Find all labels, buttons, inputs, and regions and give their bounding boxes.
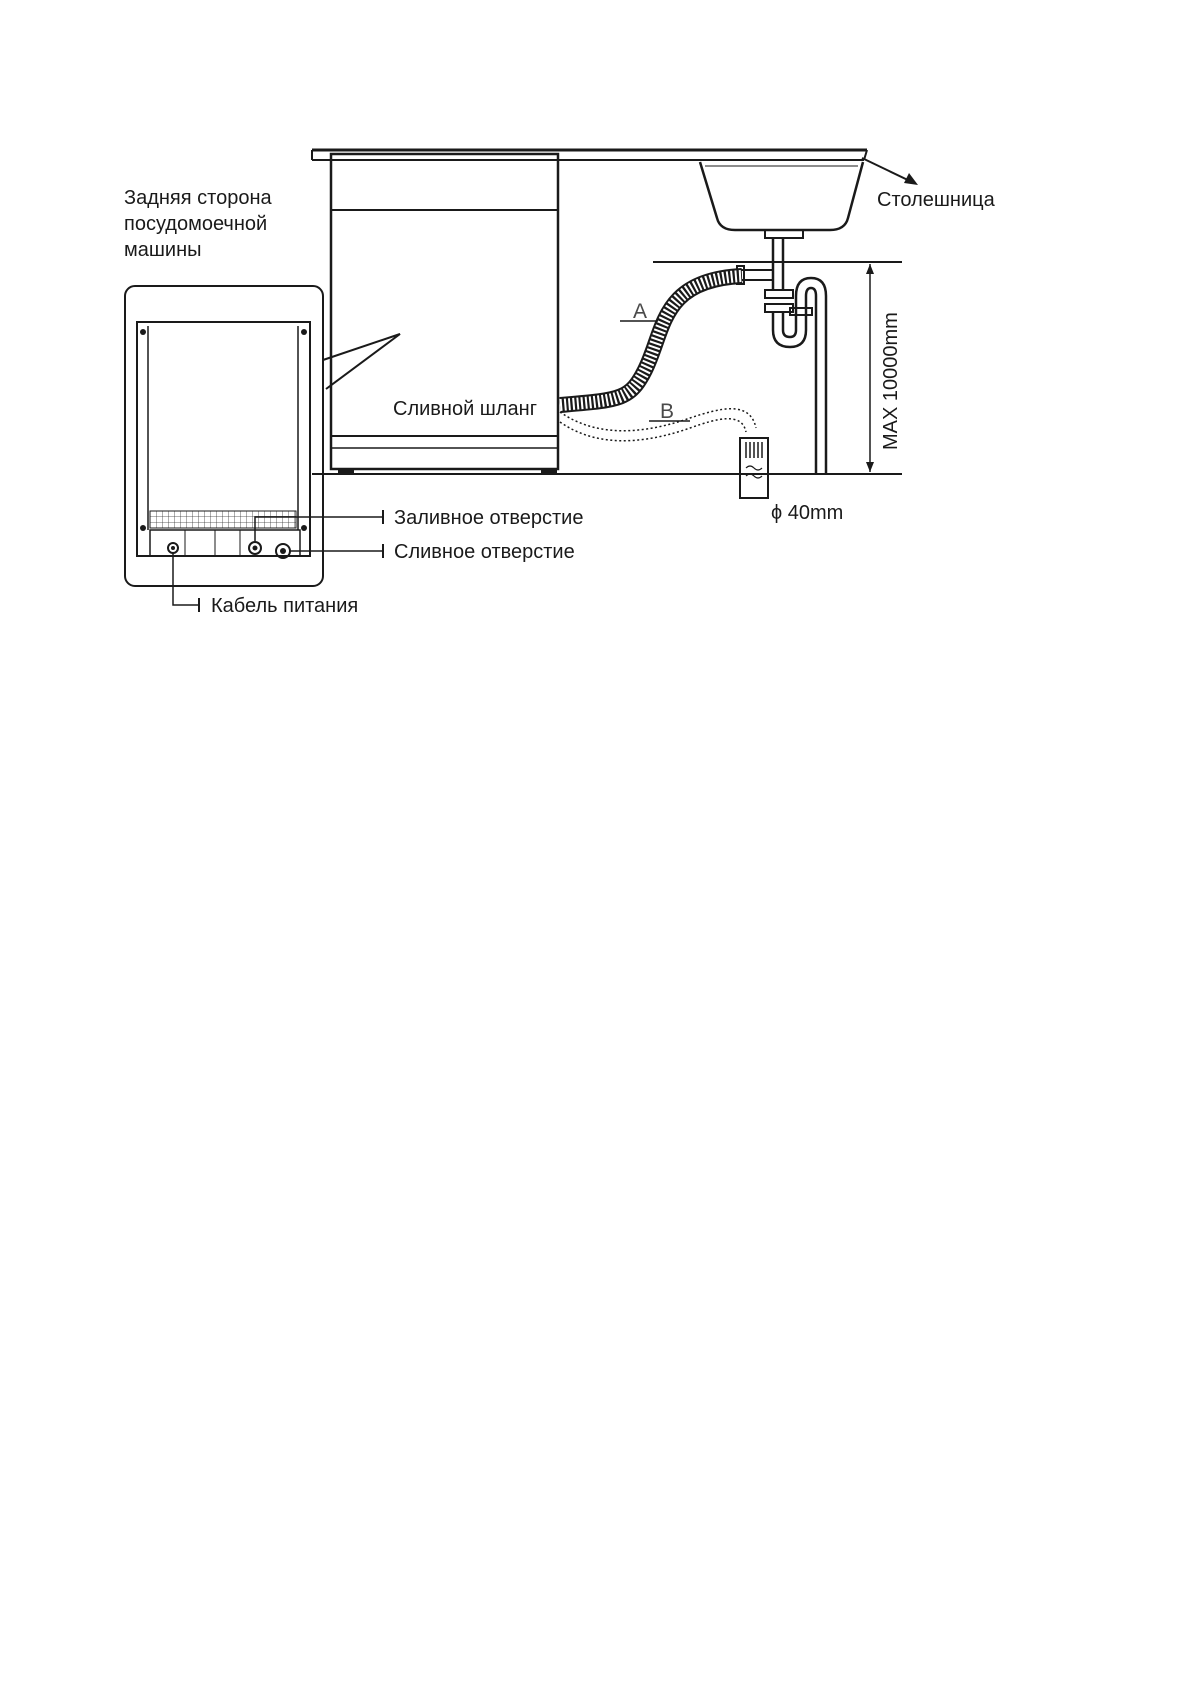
drain-hose-a <box>560 276 742 405</box>
back-mesh-grille <box>150 511 296 528</box>
pipe-diameter-label: ϕ 40mm <box>771 502 844 524</box>
hose-b-label: B <box>660 400 675 423</box>
back-side-label-line-2: посудомоечной <box>124 213 268 235</box>
hose-a-label: A <box>633 300 648 323</box>
power-cable-leader <box>173 553 199 612</box>
back-side-label <box>124 187 277 261</box>
sink-bowl <box>700 162 863 238</box>
outlet-label: Сливное отверстие <box>394 541 575 563</box>
inlet-label: Заливное отверстие <box>394 507 584 529</box>
max-height-dimension <box>862 262 878 472</box>
max-height-label: MAX 10000mm <box>880 312 902 450</box>
power-cable-label: Кабель питания <box>211 595 359 617</box>
standpipe <box>740 438 768 498</box>
sink-siphon <box>737 238 826 475</box>
countertop-label: Столешница <box>877 189 995 211</box>
drain-hose-b <box>560 409 756 441</box>
back-side-label-line-3: машины <box>124 239 202 261</box>
back-side-label-line-1: Задняя сторона <box>124 187 272 209</box>
drain-hose-label: Сливной шланг <box>393 398 537 420</box>
countertop-pointer-arrow <box>862 158 918 185</box>
dishwasher-body <box>331 154 558 474</box>
